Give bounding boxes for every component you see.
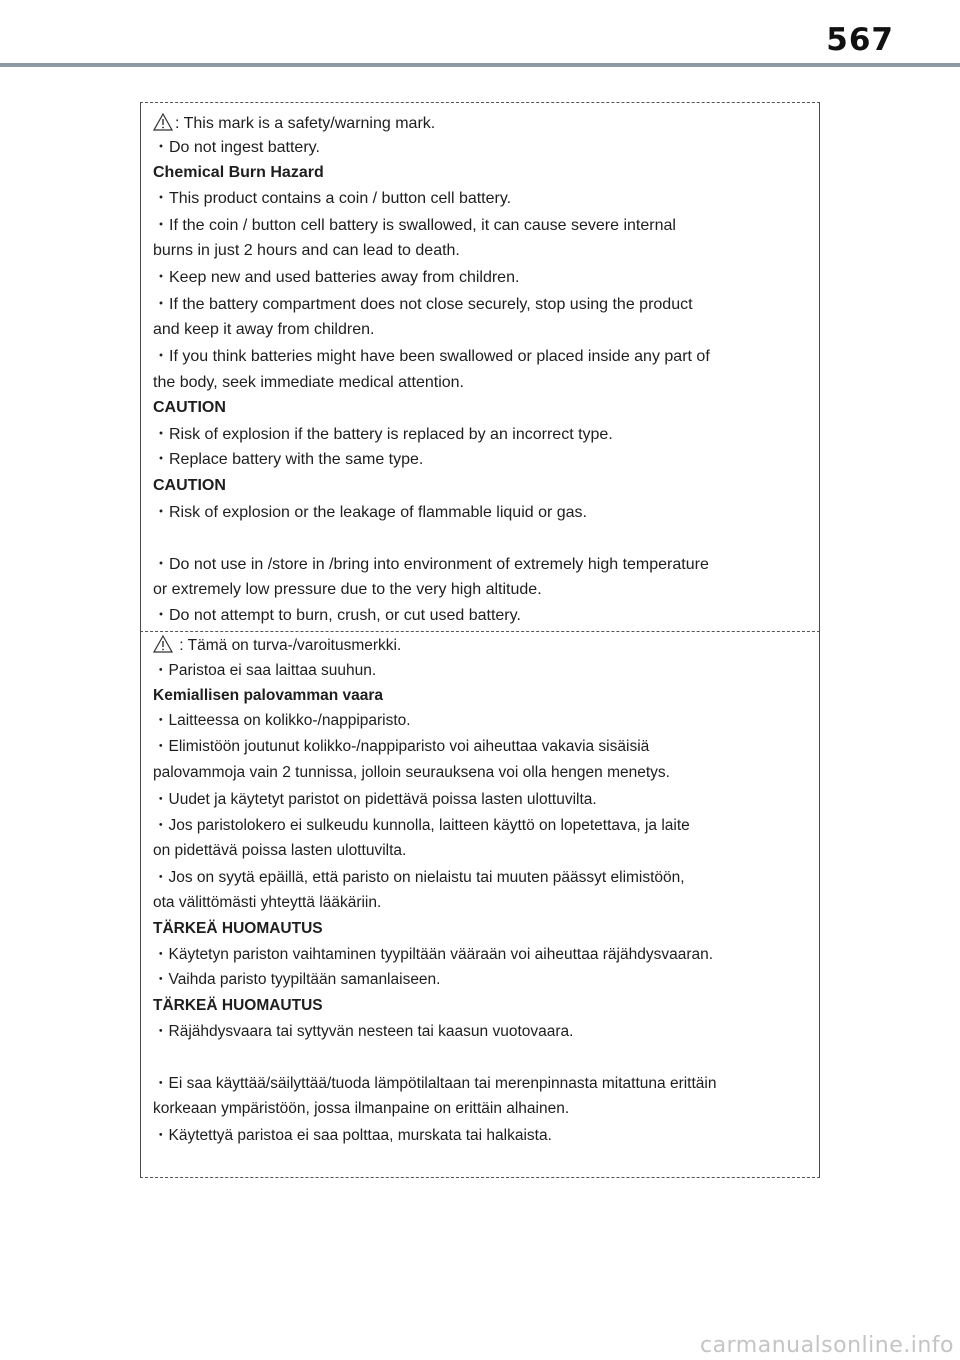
text-line: ・If you think batteries might have been swallowed or placed inside any part of bbox=[153, 348, 710, 365]
watermark: carmanualsonline.info bbox=[700, 1333, 954, 1358]
text-line: ・Do not attempt to burn, crush, or cut used battery. bbox=[153, 607, 521, 624]
text-line: ・Jos paristolokero ei sulkeudu kunnolla, laitteen käyttö on lopetettava, ja laite bbox=[153, 817, 690, 834]
text-line: ・Replace battery with the same type. bbox=[153, 451, 424, 468]
text-line: ・This product contains a coin / button cell battery. bbox=[153, 190, 512, 207]
text-line: ・Laitteessa on kolikko-/nappiparisto. bbox=[153, 712, 411, 729]
text-line: ・Käytetyn pariston vaihtaminen tyypiltään vääraän voi aiheuttaa räjähdysvaaran. bbox=[153, 946, 714, 963]
text-line: ・Risk of explosion if the battery is replaced by an incorrect type. bbox=[153, 426, 613, 443]
text-line: ・Käytettyä paristoa ei saa polttaa, murskata tai halkaista. bbox=[153, 1127, 552, 1144]
section-heading: Chemical Burn Hazard bbox=[153, 164, 324, 181]
page-number: 567 bbox=[826, 22, 894, 58]
text-line: ota välittömästi yhteyttä lääkäriin. bbox=[153, 894, 382, 911]
warning-triangle-icon bbox=[153, 635, 173, 659]
english-warning-box bbox=[140, 102, 820, 632]
text-line: ・Vaihda paristo tyypiltään samanlaiseen. bbox=[153, 971, 441, 988]
text-line: : Tämä on turva-/varoitusmerkki. bbox=[153, 635, 815, 659]
text-line: the body, seek immediate medical attention. bbox=[153, 374, 464, 391]
text-line: or extremely low pressure due to the very high altitude. bbox=[153, 581, 542, 598]
section-heading: CAUTION bbox=[153, 477, 226, 494]
text-line: ・If the battery compartment does not close securely, stop using the product bbox=[153, 296, 693, 313]
section-heading: TÄRKEÄ HUOMAUTUS bbox=[153, 997, 323, 1014]
text-line: burns in just 2 hours and can lead to death. bbox=[153, 242, 460, 259]
section-heading: TÄRKEÄ HUOMAUTUS bbox=[153, 920, 323, 937]
text-line: ・Risk of explosion or the leakage of flammable liquid or gas. bbox=[153, 504, 588, 521]
text-line: ・Elimistöön joutunut kolikko-/nappiparisto voi aiheuttaa vakavia sisäisiä bbox=[153, 738, 650, 755]
header-rule bbox=[0, 63, 960, 67]
text-line: ・If the coin / button cell battery is swallowed, it can cause severe internal bbox=[153, 217, 676, 234]
text-line: ・Jos on syytä epäillä, että paristo on nielaistu tai muuten päässyt elimistöön, bbox=[153, 869, 685, 886]
text-line: ・Keep new and used batteries away from children. bbox=[153, 269, 520, 286]
section-heading: CAUTION bbox=[153, 399, 226, 416]
text-line: and keep it away from children. bbox=[153, 321, 375, 338]
text-line: on pidettävä poissa lasten ulottuvilta. bbox=[153, 842, 407, 859]
finnish-warning-box bbox=[140, 631, 820, 1178]
text-line: ・Ei saa käyttää/säilyttää/tuoda lämpötilaltaan tai merenpinnasta mitattuna erittäin bbox=[153, 1075, 717, 1092]
text-line: ・Paristoa ei saa laittaa suuhun. bbox=[153, 662, 377, 679]
text-line: ・Räjähdysvaara tai syttyvän nesteen tai kaasun vuotovaara. bbox=[153, 1023, 574, 1040]
text-line: ・Do not ingest battery. bbox=[153, 139, 320, 156]
text-line: ・Uudet ja käytetyt paristot on pidettävä poissa lasten ulottuvilta. bbox=[153, 791, 597, 808]
text-line: palovammoja vain 2 tunnissa, jolloin seurauksena voi olla hengen menetys. bbox=[153, 764, 670, 781]
text-line: korkeaan ympäristöön, jossa ilmanpaine on erittäin alhainen. bbox=[153, 1100, 570, 1117]
text-line: ・Do not use in /store in /bring into environment of extremely high temperature bbox=[153, 556, 709, 573]
section-heading: Kemiallisen palovamman vaara bbox=[153, 687, 384, 704]
text-line: : This mark is a safety/warning mark. bbox=[153, 113, 815, 137]
warning-triangle-icon bbox=[153, 113, 173, 137]
